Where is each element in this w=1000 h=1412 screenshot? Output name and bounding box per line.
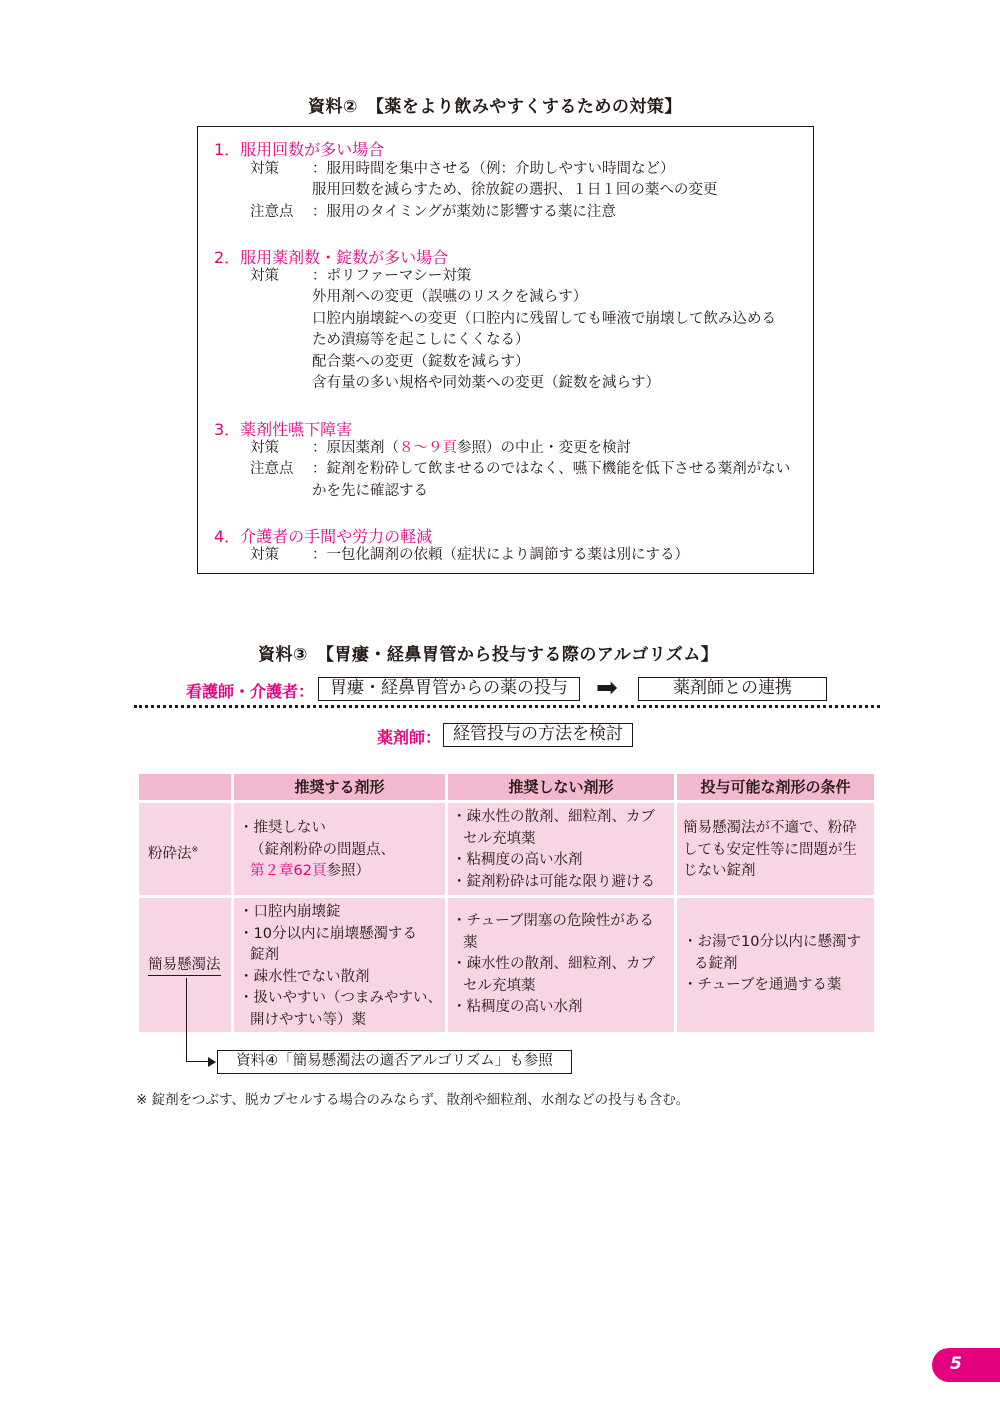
row-label: 注意点 — [250, 461, 294, 477]
row-label: 対策 — [250, 440, 279, 456]
row-label: 対策 — [250, 268, 279, 284]
page-reference-link: ８～９頁 — [399, 440, 457, 456]
cell-line: セル充填薬 — [463, 830, 536, 847]
table-cell-conditions — [677, 803, 874, 895]
doc2-section-2-row: 配合薬への変更（錠数を減らす） — [312, 354, 530, 370]
cell-line: 錠剤 — [250, 947, 279, 963]
pharmacist-coordination-box: 薬剤師との連携 — [638, 677, 827, 701]
cell-line: ・お湯で10分以内に懸濁す — [683, 934, 861, 950]
doc2-section-1-row — [250, 159, 675, 181]
cell-line: しても安定性等に問題が生 — [683, 841, 857, 858]
cell-line: る錠剤 — [694, 955, 738, 972]
cell-line: じない錠剤 — [683, 863, 756, 879]
table-cell-recommended — [234, 803, 445, 895]
dotted-divider — [134, 705, 880, 708]
row-text: ：ポリファーマシー対策 — [312, 268, 472, 284]
row-text: ：錠剤を粉砕して飲ませるのではなく、嚥下機能を低下させる薬剤がない — [312, 461, 791, 477]
cell-line: ・口腔内崩壊錠 — [239, 904, 341, 920]
row-text: ：服用時間を集中させる（例：介助しやすい時間など） — [312, 161, 675, 177]
doc2-section-4-heading: 4．介護者の手間や労力の軽減 — [214, 527, 433, 546]
table-cell-not-recommended — [448, 898, 674, 1032]
pharmacist-action-box: 経管投与の方法を検討 — [443, 723, 633, 747]
cell-line: ・疎水性の散剤、細粒剤、カブ — [452, 956, 655, 972]
table-cell-not-recommended — [448, 803, 674, 895]
table-cell-recommended — [234, 898, 445, 1032]
reference-box: 資料④「簡易懸濁法の適否アルゴリズム」も参照 — [217, 1050, 572, 1074]
doc2-section-3-row — [250, 438, 631, 460]
row-label: 対策 — [250, 161, 279, 177]
footnote: ※ 錠剤をつぶす、脱カプセルする場合のみならず、散剤や細粒剤、水剤などの投与も含む。 — [136, 1092, 690, 1108]
arrow-right-icon: ➡ — [596, 673, 618, 703]
row-text: ：一包化調剤の依頼（症状により調節する薬は別にする） — [312, 547, 689, 563]
cell-line: ・10分以内に崩壊懸濁する — [239, 925, 417, 942]
page-number: 5 — [950, 1354, 962, 1374]
table-header-corner — [139, 774, 231, 800]
cell-line: ・推奨しない — [239, 820, 326, 836]
row-label-crushing: 粉砕法 — [148, 845, 192, 862]
doc2-title: 資料② 【薬をより飲みやすくするための対策】 — [308, 97, 682, 117]
row-label: 対策 — [250, 547, 279, 563]
cell-line: 薬 — [463, 934, 478, 951]
table-header-not-recommended: 推奨しない剤形 — [448, 774, 674, 800]
cell-line: ・疎水性の散剤、細粒剤、カブ — [452, 809, 655, 825]
doc2-section-2-row: ため潰瘍等を起こしにくくなる） — [312, 332, 530, 348]
page-number-badge — [932, 1348, 1000, 1382]
table-row-label — [139, 898, 231, 1032]
table-header-recommended: 推奨する剤形 — [234, 774, 445, 800]
doc2-section-1-row: 服用回数を減らすため、徐放錠の選択、１日１回の薬への変更 — [312, 182, 718, 198]
cell-line: （錠剤粉砕の問題点、 — [250, 841, 395, 858]
nurse-label: 看護師・介護者： — [186, 682, 315, 701]
cell-line — [239, 861, 445, 883]
table-cell-conditions — [677, 898, 874, 1032]
doc3-title: 資料③ 【胃瘻・経鼻胃管から投与する際のアルゴリズム】 — [258, 645, 719, 665]
row-text: 参照）の中止・変更を検討 — [457, 440, 631, 456]
cell-line: 簡易懸濁法が不適で、粉砕 — [683, 820, 857, 836]
row-label-simple-suspension: 簡易懸濁法 — [148, 957, 221, 976]
page-reference-link: 第２章62頁 — [250, 863, 327, 879]
doc2-section-2-heading: 2．服用薬剤数・錠数が多い場合 — [214, 248, 449, 267]
footnote-mark: ※ — [191, 845, 199, 854]
table-row-label — [139, 803, 231, 895]
doc2-section-1-row — [250, 202, 616, 224]
doc2-section-2-row — [250, 266, 471, 288]
row-text: ：原因薬剤（ — [312, 440, 399, 456]
nurse-action-box: 胃瘻・経鼻胃管からの薬の投与 — [318, 677, 580, 701]
row-text: ：服用のタイミングが薬効に影響する薬に注意 — [312, 204, 616, 220]
cell-line-text: 参照） — [326, 863, 370, 879]
cell-line: セル充填薬 — [463, 977, 536, 994]
connector-line — [186, 1061, 210, 1062]
table-header-conditions: 投与可能な剤形の条件 — [677, 774, 874, 800]
doc2-section-2-row: 外用剤への変更（誤嚥のリスクを減らす） — [312, 289, 588, 305]
doc2-section-4-row — [250, 545, 689, 567]
cell-line: ・粘稠度の高い水剤 — [452, 999, 583, 1015]
cell-line: ・扱いやすい（つまみやすい、 — [239, 990, 442, 1006]
cell-line: 開けやすい等）薬 — [250, 1011, 366, 1028]
doc2-section-3-heading: 3．薬剤性嚥下障害 — [214, 420, 353, 439]
doc2-section-2-row: 含有量の多い規格や同効薬への変更（錠数を減らす） — [312, 375, 660, 391]
doc2-section-2-row: 口腔内崩壊錠への変更（口腔内に残留しても唾液で崩壊して飲み込める — [312, 311, 776, 327]
doc2-section-3-row: かを先に確認する — [312, 483, 428, 499]
cell-line: ・錠剤粉砕は可能な限り避ける — [452, 873, 655, 890]
row-label: 注意点 — [250, 204, 294, 220]
doc2-section-3-row — [250, 459, 790, 481]
arrow-head-icon — [208, 1057, 216, 1067]
cell-line: ・チューブを通過する薬 — [683, 977, 842, 993]
connector-line — [186, 978, 187, 1062]
doc2-section-1-heading: 1．服用回数が多い場合 — [214, 140, 385, 159]
pharmacist-label: 薬剤師： — [377, 728, 442, 747]
cell-line: ・チューブ閉塞の危険性がある — [452, 913, 654, 929]
cell-line: ・疎水性でない散剤 — [239, 968, 370, 985]
cell-line: ・粘稠度の高い水剤 — [452, 852, 583, 868]
